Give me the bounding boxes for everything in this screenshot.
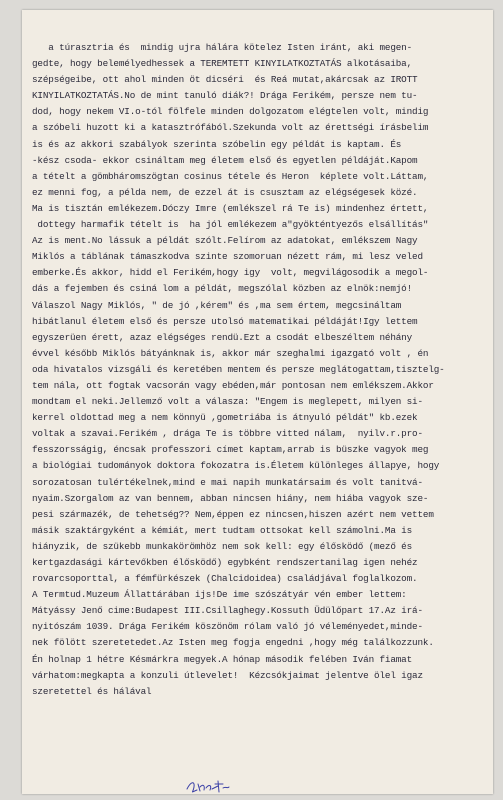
letter-line: hibátlanul életem első és persze utolsó matematikai példáját!Igy lettem <box>32 315 418 327</box>
letter-line: a túrasztria és mindig ujra hálára kötelez Isten iránt, aki megen- <box>32 42 413 53</box>
letter-page <box>22 10 493 794</box>
letter-line: A Termtud.Muzeum Állattárában ijs!De ime szószátyár vén ember lettem: <box>32 589 407 601</box>
letter-line: dottegy harmafik tételt is ha jól emlékezem a"gyökténtyezős elsállítás" <box>32 219 429 231</box>
letter-line: várhatom:megkapta a konzuli útlevelet! Kézcsókjaimat jelentve ölel igaz <box>32 669 423 681</box>
letter-line: másik szaktárgyként a kémiát, mert tudtam ottsokat kell számolni.Ma is <box>32 524 413 536</box>
letter-line: Én holnap 1 hétre Késmárkra megyek.A hónap második felében Iván fiamat <box>32 653 413 665</box>
letter-line: KINYILATKOZTATÁS.No de mint tanuló diák?! Drága Ferikém, persze nem tu- <box>32 90 418 102</box>
letter-line: pesi származék, de tehetség?? Nem,éppen ez nincsen,hiszen azért nem vettem <box>32 508 434 520</box>
letter-line: Ma is tisztán emlékezem.Dóczy Imre (emlékszel rá Te is) mindenhez értett, <box>32 202 429 214</box>
letter-line: emberke.És akkor, hidd el Ferikém,hogy igy volt, megvilágosodik a megol- <box>32 267 429 279</box>
letter-line: egyszerüen érett, azaz elégséges rendü.Ezt a csodát elbeszéltem néhány <box>32 331 413 343</box>
letter-line: a tételt a gömbháromszögtan cosinus tétele és Heron képlete volt.Láttam, <box>32 170 429 182</box>
letter-line: voltak a szavai.Ferikém , drága Te is többre vitted nálam, nyilv.r.pro- <box>32 428 423 440</box>
letter-line: dás a fejemben és csiná lom a példát, megszólal közben az elnök:nemjó! <box>32 283 413 295</box>
letter-line: rovarcsoporttal, a fémfürkészek (Chalcidoidea) családjával foglalkozom. <box>32 573 418 585</box>
letter-line: hiányzik, de szükebb munkakörömhöz nem sok kell: egy élősködő (mező és <box>32 540 413 552</box>
letter-line: oda hivatalos vizsgáli és keretében mentem és persze meglátogattam,tisztelg- <box>32 363 445 375</box>
letter-line: dod, hogy nekem VI.o-tól fölfele minden dolgozatom elégtelen volt, mindig <box>32 106 429 118</box>
letter-line: szépségeibe, ott ahol minden öt dicséri és Reá mutat,akárcsak az IROTT <box>32 74 418 86</box>
letter-line: nek fölött szeretetedet.Az Isten meg fogja engedni ,hogy még találkozzunk. <box>32 637 434 649</box>
letter-line: kerrel oldottad meg a nem könnyü ,gometriába is átnyuló példát" kb.ezek <box>32 412 418 424</box>
letter-line: gedte, hogy belemélyedhessek a TEREMTETT KINYILATKOZTATÁS alkotásaiba, <box>32 58 413 70</box>
letter-line: nyitószám 1039. Drága Ferikém köszönöm rólam való jó véleményedet,minde- <box>32 621 423 633</box>
typed-letter-body <box>32 40 493 700</box>
letter-line: tem nála, ott fogtak vacsorán vagy ebéden,már pontosan nem emlékszem.Akkor <box>32 379 434 391</box>
letter-line: is és az akkori szabályok szerinta szóbelin egy példát is kaptam. És <box>32 138 402 150</box>
letter-line: évvel később Miklós bátyánknak is, akkor már szeghalmi igazgató volt , én <box>32 347 429 359</box>
letter-line: fesszorsságig, éncsak professzori címet kaptam,arrab is büszke vagyok meg <box>32 444 429 456</box>
letter-line: Válaszol Nagy Miklós, " de jó ,kérem" és ,ma sem értem, megcsináltam <box>32 299 402 311</box>
letter-line: kertgazdasági kártevőkben élősködő) egybként rendszertanilag igen nehéz <box>32 557 418 568</box>
letter-line: Mátyássy Jenő cime:Budapest III.Csillaghegy.Kossuth Üdülőpart 17.Az irá- <box>32 605 423 617</box>
handwritten-signature <box>185 775 235 794</box>
letter-line: sorozatosan tulértékelnek,mind e mai napih munkatársaim és volt tanitvá- <box>32 476 423 488</box>
letter-line: mondtam el neki.Jellemző volt a válasza: "Engem is meglepett, milyen si- <box>32 396 423 408</box>
letter-line: Miklós a táblának támaszkodva szinte szomoruan nézett rám, mi lesz veled <box>32 251 423 263</box>
letter-line: -kész csoda- ekkor csináltam meg életem első és egyetlen példáját.Kapom <box>32 154 418 166</box>
letter-line: nyaim.Szorgalom az van bennem, abban nincsen hiány, nem hiába vagyok sze- <box>32 492 429 504</box>
letter-line: a biológiai tudományok doktora fokozatra is.Életem különleges állapye, hogy <box>32 460 440 472</box>
letter-line: a szóbeli huzott ki a katasztrófából.Szekunda volt az érettségi írásbelim <box>32 122 429 134</box>
letter-line: Az is ment.No lássuk a példát szólt.Felírom az adatokat, emlékszem Nagy <box>32 235 418 247</box>
letter-line: szeretettel és hálával <box>32 685 152 697</box>
letter-line: ez menni fog, a példa nem, de ezzel át is csusztam az elégségesek közé. <box>32 186 418 198</box>
